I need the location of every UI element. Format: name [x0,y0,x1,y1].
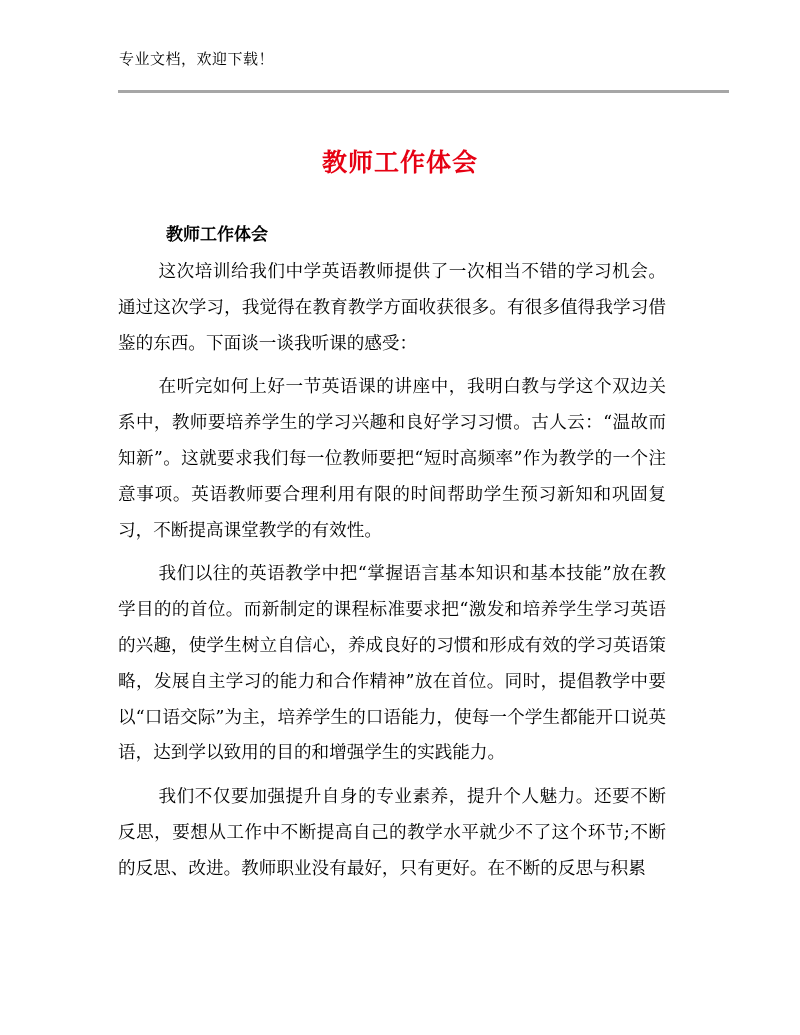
paragraph: 在听完如何上好一节英语课的讲座中，我明白教与学这个双边关系中，教师要培养学生的学习兴趣和良好学习习惯。古人云：“温故而知新”。这就要求我们每一位教师要把“短时高频率”作为教学的一个注意事项。英语教师要合理利用有限的时间帮助学生预习新知和巩固复习，不断提高课堂教学的有效性。 [118,377,666,541]
paragraph: 我们以往的英语教学中把“掌握语言基本知识和基本技能”放在教学目的的首位。而新制定的课程标准要求把“激发和培养学生学习英语的兴趣，使学生树立自信心，养成良好的习惯和形成有效的学习英语策略，发展自主学习的能力和合作精神”放在首位。同时，提倡教学中要以“口语交际”为主，培养学生的口语能力，使每一个学生都能开口说英语，达到学以致用的目的和增强学生的实践能力。 [118,564,666,764]
paragraph: 这次培训给我们中学英语教师提供了一次相当不错的学习机会。通过这次学习，我觉得在教育教学方面收获很多。有很多值得我学习借鉴的东西。下面谈一谈我听课的感受： [118,262,666,354]
header-divider [118,90,729,93]
header-note: 专业文档，欢迎下载！ [119,50,275,68]
section-heading: 教师工作体会 [166,225,268,245]
document-title: 教师工作体会 [321,148,478,177]
paragraph: 我们不仅要加强提升自身的专业素养，提升个人魅力。还要不断反思，要想从工作中不断提高自己的教学水平就少不了这个环节;不断的反思、改进。教师职业没有最好，只有更好。在不断的反思与积累 [118,787,666,879]
document-body [118,255,666,896]
